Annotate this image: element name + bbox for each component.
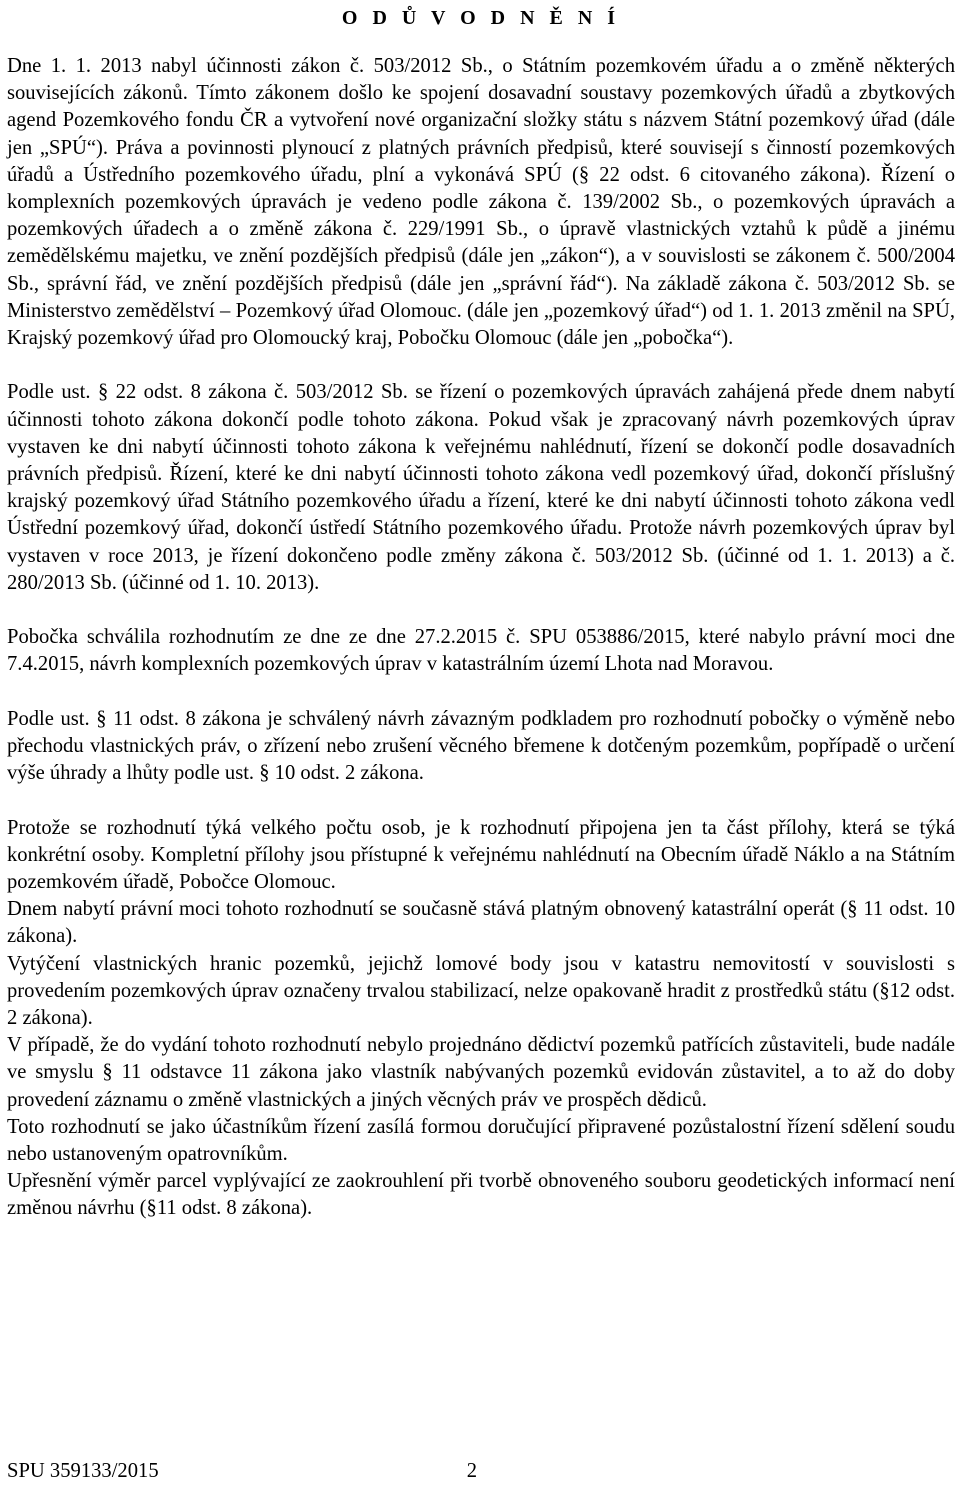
paragraph-cadastre: Dnem nabytí právní moci tohoto rozhodnutí se současně stává platným obnovený katastrální operát (§ 11 odst. 10 zákona). [7,898,955,948]
document-reference: SPU 359133/2015 [7,1460,159,1482]
paragraph-delivery: Toto rozhodnutí se jako účastníkům řízení zasílá formou doručující připravené pozůstalostní řízení sdělení soudu nebo ustanoveným opatrovníkům. [7,1115,955,1166]
paragraph-attachments: Protože se rozhodnutí týká velkého počtu osob, je k rozhodnutí připojena jen ta část přílohy, která se týká konkrétní osoby. Kompletní přílohy jsou přístupné k veřejnému nahlédnutí na Obecním úřadě Náklo a na Státním pozemkovém úřadě, Pobočce Olomouc. [7,816,955,894]
paragraph-intro: Dne 1. 1. 2013 nabyl účinnosti zákon č. 503/2012 Sb., o Státním pozemkovém úřadu a o změně některých souvisejících zákonů. Tímto zákonem došlo ke spojení dosavadní soustavy pozemkových úřadů a zbytkových agend Pozemkového fondu ČR a vytvoření nové organizační složky státu s názvem Státní pozemkový úřad (dále jen „SPÚ“). Práva a povinnosti plynoucí z platných právních předpisů, které souvisejí s činností pozemkových úřadů a Ústředního pozemkového úřadu, plní a vykonává SPÚ (§ 22 odst. 6 citovaného zákona). Řízení o komplexních pozemkových úpravách je vedeno podle zákona č. 139/2002 Sb., o pozemkových úpravách a pozemkových úřadech a o změně zákona č. 229/1991 Sb., o úpravě vlastnických vztahů k půdě a jinému zemědělskému majetku, ve znění pozdějších předpisů (dále jen „zákon“), a v souvislosti se zákonem č. 500/2004 Sb., správní řád, ve znění pozdějších předpisů (dále jen „správní řád“). Na základě zákona č. 503/2012 Sb. se Ministerstvo zemědělství – Pozemkový úřad Olomouc. (dále jen „pozemkový úřad“) od 1. 1. 2013 změnil na SPÚ, Krajský pozemkový úřad pro Olomoucký kraj, Pobočku Olomouc (dále jen „pobočka“). [7,55,955,350]
document-heading: O D Ů V O D N Ě N Í [341,7,621,29]
paragraph-binding-design: Podle ust. § 11 odst. 8 zákona je schválený návrh závazným podkladem pro rozhodnutí pobočky o výměně nebo přechodu vlastnických práv, o zřízení nebo zrušení věcného břemene k dotčeným pozemkům, popřípadě o určení výše úhrady a lhůty podle ust. § 10 odst. 2 zákona. [7,707,955,785]
document-page [7,0,955,1488]
paragraph-boundaries: Vytýčení vlastnických hranic pozemků, jejichž lomové body jsou v katastru nemovitostí v souvislosti s provedením pozemkových úprav označeny trvalou stabilizací, nelze opakovaně hradit z prostředků státu (§12 odst. 2 zákona). [7,952,955,1030]
page-number: 2 [466,1460,477,1482]
paragraph-approval: Pobočka schválila rozhodnutím ze dne ze dne 27.2.2015 č. SPU 053886/2015, které nabylo právní moci dne 7.4.2015, návrh komplexních pozemkových úprav v katastrálním území Lhota nad Moravou. [7,626,955,676]
paragraph-inheritance: V případě, že do vydání tohoto rozhodnutí nebylo projednáno dědictví pozemků patřících zůstaviteli, bude nadále ve smyslu § 11 odstavce 11 zákona jako vlastník nabývaných pozemků evidován zůstavitel, a to až do doby provedení záznamu o změně vlastnických a jiných věcných práv ve prospěch dědiců. [7,1034,955,1111]
paragraph-legal-basis: Podle ust. § 22 odst. 8 zákona č. 503/2012 Sb. se řízení o pozemkových úpravách zahájená přede dnem nabytí účinnosti tohoto zákona dokončí podle tohoto zákona. Pokud však je zpracovaný návrh pozemkových úprav vystaven ke dni nabytí účinnosti tohoto zákona k veřejnému nahlédnutí, řízení se dokončí podle dosavadních právních předpisů. Řízení, které ke dni nabytí účinnosti tohoto zákona vedl pozemkový úřad, dokončí příslušný krajský pozemkový úřad Státního pozemkového úřadu a řízení, které ke dni nabytí účinnosti tohoto zákona vedl Ústřední pozemkový úřad, dokončí ústředí Státního pozemkového úřadu. Protože návrh pozemkových úprav byl vystaven v roce 2013, je řízení dokončeno podle změny zákona č. 503/2012 Sb. (účinné od 1. 1. 2013) a č. 280/2013 Sb. (účinné od 1. 10. 2013). [7,381,955,594]
document-body [7,53,955,1223]
paragraph-rounding: Upřesnění výměr parcel vyplývající ze zaokrouhlení při tvorbě obnoveného souboru geodetických informací není změnou návrhu (§11 odst. 8 zákona). [7,1170,955,1220]
